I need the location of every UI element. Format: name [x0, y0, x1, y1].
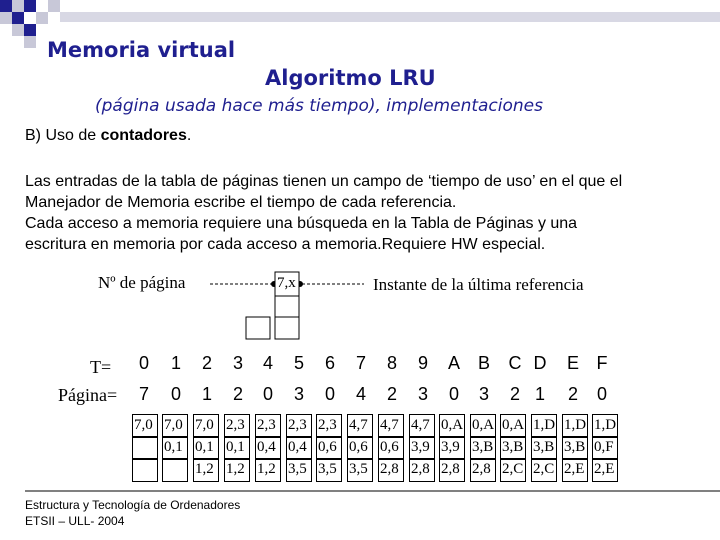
time-value: D	[533, 353, 547, 373]
paragraph-line: Las entradas de la tabla de páginas tienen un campo de ‘tiempo de uso’ en el que el	[25, 173, 623, 190]
counter-cell	[193, 414, 219, 438]
page-reference-value: 2	[509, 384, 520, 404]
counter-cell	[592, 436, 618, 460]
counter-cell	[470, 436, 496, 460]
counter-cell	[378, 414, 404, 438]
slide-title: Memoria virtual	[47, 38, 236, 62]
counter-cell-value: 1,2	[257, 461, 276, 477]
page-reference-value: 3	[478, 384, 489, 404]
footer-course: Estructura y Tecnología de Ordenadores	[25, 498, 241, 512]
counter-cell-value: 2,E	[564, 461, 585, 477]
counter-cell-value: 2,E	[594, 461, 615, 477]
counter-cell	[286, 436, 312, 460]
time-value: 5	[293, 353, 304, 373]
counter-cell	[439, 436, 465, 460]
slide-subtitle: Algoritmo LRU	[265, 66, 436, 90]
counter-cell-value: 2,3	[257, 417, 276, 433]
time-value: B	[477, 353, 490, 373]
counter-cell	[531, 458, 557, 482]
counter-cell	[409, 436, 435, 460]
counter-cell	[193, 436, 219, 460]
page-reference-value: 0	[170, 384, 181, 404]
slide-subtitle-detail: (página usada hace más tiempo), implementaciones	[95, 96, 543, 116]
counter-cell	[409, 458, 435, 482]
page-reference-value: 2	[386, 384, 397, 404]
counter-cell	[316, 436, 342, 460]
counter-cell	[224, 414, 250, 438]
counter-cell-value: 1,D	[564, 417, 587, 433]
counter-cell	[255, 414, 281, 438]
counter-cell	[500, 458, 526, 482]
page-row-label: Página=	[58, 385, 118, 405]
page-reference-value: 0	[324, 384, 335, 404]
counter-cell	[316, 414, 342, 438]
counter-cell-value: 0,6	[380, 439, 399, 455]
time-value: F	[596, 353, 608, 373]
page-reference-value: 3	[293, 384, 304, 404]
counter-cell	[162, 436, 188, 460]
paragraph-line: escritura en memoria por cada acceso a memoria.Requiere HW especial.	[25, 236, 546, 253]
counter-cell-value: 0,1	[164, 439, 183, 455]
counter-cell-value: 3,5	[288, 461, 307, 477]
counter-cell-value: 0,A	[472, 417, 495, 433]
time-value: 4	[262, 353, 273, 373]
time-value: 2	[201, 353, 212, 373]
time-row-label: T=	[90, 357, 112, 377]
counter-cell	[592, 414, 618, 438]
paragraph-line: Cada acceso a memoria requiere una búsqueda en la Tabla de Páginas y una	[25, 215, 578, 232]
counter-cell	[132, 458, 158, 482]
counter-cell-value: 1,D	[533, 417, 556, 433]
page-reference-value: 0	[596, 384, 607, 404]
time-value: 8	[386, 353, 397, 373]
counter-cell-value: 0,F	[594, 439, 614, 455]
counter-cell	[316, 458, 342, 482]
counter-cell	[562, 458, 588, 482]
counter-cell-value: 0,4	[288, 439, 307, 455]
counter-cell-value: 2,3	[226, 417, 245, 433]
time-value: 6	[324, 353, 335, 373]
footer-divider	[0, 490, 720, 493]
counter-cell-value: 2,8	[380, 461, 399, 477]
counter-cell-value: 4,7	[349, 417, 368, 433]
counter-cell-value: 4,7	[380, 417, 399, 433]
counter-cell	[500, 414, 526, 438]
counter-cell	[470, 414, 496, 438]
time-value: A	[447, 353, 460, 373]
page-reference-value: 0	[262, 384, 273, 404]
counter-cell-value: 2,8	[441, 461, 460, 477]
counter-cell-value: 0,6	[349, 439, 368, 455]
counter-cell	[439, 458, 465, 482]
time-value: E	[566, 353, 579, 373]
page-reference-value: 2	[232, 384, 243, 404]
counter-cell	[347, 458, 373, 482]
counter-cell	[562, 436, 588, 460]
counter-cell	[132, 436, 158, 460]
counter-cell	[531, 436, 557, 460]
counter-cell-value: 3,B	[564, 439, 586, 455]
intro-line: B) Uso de contadores.	[25, 127, 192, 144]
counter-cell-value: 0,6	[318, 439, 337, 455]
counter-cell-value: 3,B	[533, 439, 555, 455]
counter-cell	[378, 458, 404, 482]
time-value: 3	[232, 353, 243, 373]
counter-cell	[286, 414, 312, 438]
page-reference-value: 1	[534, 384, 545, 404]
counter-cell-value: 1,2	[226, 461, 245, 477]
counter-cell	[286, 458, 312, 482]
counter-cell	[409, 414, 435, 438]
counter-cell	[224, 436, 250, 460]
counter-cell	[592, 458, 618, 482]
time-value: 0	[138, 353, 149, 373]
time-value: C	[508, 353, 522, 373]
counter-cell-value: 0,A	[502, 417, 525, 433]
counter-cell	[162, 414, 188, 438]
counter-cell-value: 4,7	[411, 417, 430, 433]
counter-cell-value: 3,B	[502, 439, 524, 455]
counter-cell-value: 0,A	[441, 417, 464, 433]
counter-cell-value: 2,C	[533, 461, 555, 477]
counter-cell-value: 3,5	[349, 461, 368, 477]
counter-cell	[255, 436, 281, 460]
time-value: 7	[355, 353, 366, 373]
counter-cell-value: 7,0	[164, 417, 183, 433]
counter-cell-value: 3,9	[411, 439, 430, 455]
footer	[25, 497, 240, 529]
counter-cell-value: 2,8	[411, 461, 430, 477]
counter-cell-value: 1,2	[195, 461, 214, 477]
last-reference-label: Instante de la última referencia	[373, 275, 584, 294]
time-value: 1	[170, 353, 181, 373]
paragraph-line: Manejador de Memoria escribe el tiempo de cada referencia.	[25, 194, 457, 211]
counter-cell	[378, 436, 404, 460]
page-reference-value: 7	[138, 384, 149, 404]
counter-cell	[162, 458, 188, 482]
counter-cell	[193, 458, 219, 482]
time-value: 9	[417, 353, 428, 373]
counter-cell	[562, 414, 588, 438]
counter-cell	[224, 458, 250, 482]
page-reference-value: 1	[201, 384, 212, 404]
footer-institution: ETSII – ULL- 2004	[25, 514, 125, 528]
counter-cell	[531, 414, 557, 438]
counter-cell-value: 0,4	[257, 439, 276, 455]
page-reference-value: 4	[355, 384, 366, 404]
counter-cell	[347, 414, 373, 438]
counter-cell	[255, 458, 281, 482]
page-reference-value: 2	[567, 384, 578, 404]
counter-cell-value: 3,9	[441, 439, 460, 455]
counter-cell	[470, 458, 496, 482]
page-number-label: Nº de página	[98, 273, 186, 292]
counter-cell-value: 2,3	[318, 417, 337, 433]
counter-cell-value: 1,D	[594, 417, 617, 433]
counter-cell	[439, 414, 465, 438]
counter-cell	[500, 436, 526, 460]
counter-cell-value: 3,B	[472, 439, 494, 455]
page-reference-value: 0	[448, 384, 459, 404]
counter-cell	[132, 414, 158, 438]
page-reference-value: 3	[417, 384, 428, 404]
counter-cell-value: 2,8	[472, 461, 491, 477]
counter-cell-value: 2,3	[288, 417, 307, 433]
counter-cell-value: 2,C	[502, 461, 524, 477]
counter-cell-value: 0,1	[226, 439, 245, 455]
counter-cell-value: 7,0	[134, 417, 153, 433]
example-entry: 7,x	[277, 275, 296, 291]
counter-cell-value: 0,1	[195, 439, 214, 455]
counter-cell	[347, 436, 373, 460]
counter-cell-value: 7,0	[195, 417, 214, 433]
counter-cell-value: 3,5	[318, 461, 337, 477]
